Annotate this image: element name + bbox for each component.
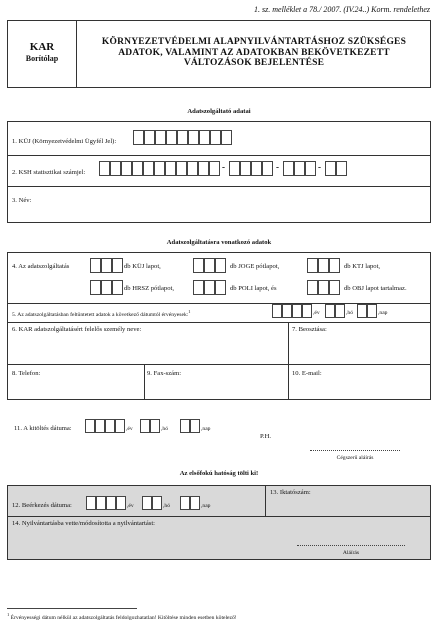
ksh-digit[interactable] xyxy=(240,161,251,176)
ksh-digit[interactable] xyxy=(336,161,347,176)
receipt-month-digit[interactable] xyxy=(142,496,152,510)
count-ktj[interactable] xyxy=(318,258,329,273)
completion-year-digit[interactable] xyxy=(95,419,105,433)
validity-year-digit[interactable] xyxy=(302,304,312,318)
kuj-digit-4[interactable] xyxy=(166,130,177,145)
form-code-box xyxy=(8,21,77,87)
ksh-digit[interactable] xyxy=(99,161,110,176)
email-label: 10. E-mail: xyxy=(292,370,322,377)
completion-month-suffix: ,hó xyxy=(161,426,168,432)
count-poli[interactable] xyxy=(204,280,215,295)
kuj-digit-3[interactable] xyxy=(155,130,166,145)
responsible-person-input[interactable] xyxy=(12,336,282,362)
count-kuj[interactable] xyxy=(90,258,101,273)
responsible-person-label: 6. KAR adatszolgáltatásért felelős személy neve: xyxy=(12,326,142,333)
ksh-digit[interactable] xyxy=(110,161,121,176)
stamp-placeholder: P.H. xyxy=(260,433,271,440)
form-title-line-3: VÁLTOZÁSOK BEJELENTÉSE xyxy=(183,58,325,68)
ksh-digit[interactable] xyxy=(176,161,187,176)
receipt-month-digit[interactable] xyxy=(152,496,162,510)
kuj-label: 1. KÜJ (Környezetvédelmi Ügyfél Jel): xyxy=(12,138,117,145)
completion-day-suffix: ,nap xyxy=(201,426,211,432)
section-heading-provider: Adatszolgáltató adatai xyxy=(187,108,251,115)
section-heading-authority: Az elsőfokú hatóság tölti ki! xyxy=(179,470,259,477)
receipt-month-suffix: ,hó xyxy=(163,503,170,509)
count-joge[interactable] xyxy=(204,258,215,273)
receipt-year-digit[interactable] xyxy=(96,496,106,510)
count-hrsz[interactable] xyxy=(112,280,123,295)
name-input[interactable] xyxy=(100,192,420,216)
authority-signature-label: Aláírás xyxy=(342,550,360,556)
receipt-year-digit[interactable] xyxy=(106,496,116,510)
count-obj[interactable] xyxy=(307,280,318,295)
receipt-date-label: 12. Beérkezés dátuma: xyxy=(12,502,72,509)
kuj-digit-8[interactable] xyxy=(210,130,221,145)
count-kuj[interactable] xyxy=(101,258,112,273)
completion-year-suffix: ,év xyxy=(126,426,133,432)
fax-input[interactable] xyxy=(147,380,283,398)
count-obj[interactable] xyxy=(318,280,329,295)
row4-prefix: 4. Az adatszolgáltatás xyxy=(12,263,70,270)
receipt-year-digit[interactable] xyxy=(116,496,126,510)
completion-year-digit[interactable] xyxy=(105,419,115,433)
receipt-day-digit[interactable] xyxy=(190,496,200,510)
ksh-separator: - xyxy=(222,162,225,172)
count-poli[interactable] xyxy=(193,280,204,295)
footnote-rule xyxy=(7,608,137,609)
name-label: 3. Név: xyxy=(12,197,32,204)
ksh-digit[interactable] xyxy=(251,161,262,176)
kuj-digit-9[interactable] xyxy=(221,130,232,145)
validity-month-digit[interactable] xyxy=(335,304,345,318)
form-code-sub: Borítólap xyxy=(25,54,59,63)
ksh-digit[interactable] xyxy=(143,161,154,176)
registered-by-label: 14. Nyilvántartásba vette/módosította a nyilvántartást: xyxy=(12,520,156,527)
footnote: $^1$ Érvényességi dátum nélkül az adatszolgáltatás feldolgozhatatlan! Kitöltése minden esetben kötelező! xyxy=(7,612,237,621)
form-title-line-1: KÖRNYEZETVÉDELMI ALAPNYILVÁNTARTÁSHOZ SZÜKSÉGES xyxy=(101,37,407,47)
count-hrsz[interactable] xyxy=(90,280,101,295)
receipt-year-digit[interactable] xyxy=(86,496,96,510)
ksh-digit[interactable] xyxy=(187,161,198,176)
ksh-digit[interactable] xyxy=(325,161,336,176)
kuj-digit-2[interactable] xyxy=(144,130,155,145)
label-kuj: db KÜJ lapot, xyxy=(124,263,161,270)
position-label: 7. Beosztása: xyxy=(292,326,327,333)
ksh-digit[interactable] xyxy=(121,161,132,176)
validity-label: 5. Az adatszolgáltatásban feltüntetett adatok a következő dátumtól érvényesek:$^1$ xyxy=(12,309,191,318)
phone-label: 8. Telefon: xyxy=(12,370,41,377)
signature-line[interactable] xyxy=(310,450,400,451)
completion-day-digit[interactable] xyxy=(190,419,200,433)
kuj-digit-7[interactable] xyxy=(199,130,210,145)
ksh-digit[interactable] xyxy=(229,161,240,176)
count-joge[interactable] xyxy=(193,258,204,273)
receipt-day-suffix: ,nap xyxy=(201,503,211,509)
kuj-digit-6[interactable] xyxy=(188,130,199,145)
completion-month-digit[interactable] xyxy=(150,419,160,433)
regulation-reference: 1. sz. melléklet a 78./ 2007. (IV.24..) Korm. rendelethez xyxy=(254,5,430,14)
section-heading-submission: Adatszolgáltatásra vonatkozó adatok xyxy=(166,239,272,246)
label-hrsz: db HRSZ pótlapot, xyxy=(124,285,175,292)
kuj-digit-1[interactable] xyxy=(133,130,144,145)
receipt-year-suffix: ,év xyxy=(127,503,134,509)
count-kuj[interactable] xyxy=(112,258,123,273)
completion-month-digit[interactable] xyxy=(140,419,150,433)
form-title-line-2: ADATOK, VALAMINT AZ ADATOKBAN BEKÖVETKEZETT xyxy=(118,47,390,58)
count-joge[interactable] xyxy=(215,258,226,273)
form-title xyxy=(78,37,430,69)
completion-date-label: 11. A kitöltés dátuma: xyxy=(14,425,72,432)
label-joge: db JOGE pótlapot, xyxy=(230,263,280,270)
phone-input[interactable] xyxy=(12,380,140,398)
validity-day-digit[interactable] xyxy=(367,304,377,318)
ksh-digit[interactable] xyxy=(283,161,294,176)
ksh-digit[interactable] xyxy=(198,161,209,176)
ksh-digit[interactable] xyxy=(132,161,143,176)
validity-day-digit[interactable] xyxy=(357,304,367,318)
ksh-digit[interactable] xyxy=(305,161,316,176)
count-poli[interactable] xyxy=(215,280,226,295)
authority-signature-line[interactable] xyxy=(297,545,405,546)
ksh-separator: - xyxy=(276,162,279,172)
completion-year-digit[interactable] xyxy=(85,419,95,433)
label-ktj: db KTJ lapot, xyxy=(344,263,381,270)
validity-year-digit[interactable] xyxy=(272,304,282,318)
filing-number-input[interactable] xyxy=(270,498,425,512)
email-input[interactable] xyxy=(292,380,426,398)
receipt-day-digit[interactable] xyxy=(180,496,190,510)
title-box xyxy=(7,20,431,88)
validity-month-digit[interactable] xyxy=(325,304,335,318)
form-code: KAR xyxy=(29,41,55,53)
completion-year-digit[interactable] xyxy=(115,419,125,433)
validity-year-digit[interactable] xyxy=(292,304,302,318)
position-input[interactable] xyxy=(292,336,426,362)
validity-month-suffix: ,hó xyxy=(346,310,353,316)
ksh-digit[interactable] xyxy=(262,161,273,176)
ksh-separator: - xyxy=(318,162,321,172)
label-obj: db OBJ lapot tartalmaz. xyxy=(344,285,407,292)
completion-day-digit[interactable] xyxy=(180,419,190,433)
signature-label: Cégszerű aláírás xyxy=(336,455,374,461)
count-ktj[interactable] xyxy=(307,258,318,273)
label-poli: db POLI lapot, és xyxy=(230,285,277,292)
ksh-digit[interactable] xyxy=(165,161,176,176)
ksh-label: 2. KSH statisztikai számjel: xyxy=(12,169,86,176)
ksh-digit[interactable] xyxy=(154,161,165,176)
fax-label: 9. Fax-szám: xyxy=(147,370,182,377)
count-obj[interactable] xyxy=(329,280,340,295)
kuj-digit-5[interactable] xyxy=(177,130,188,145)
ksh-digit[interactable] xyxy=(294,161,305,176)
validity-year-digit[interactable] xyxy=(282,304,292,318)
count-ktj[interactable] xyxy=(329,258,340,273)
validity-day-suffix: ,nap xyxy=(378,310,388,316)
count-hrsz[interactable] xyxy=(101,280,112,295)
validity-year-suffix: ,év xyxy=(313,310,320,316)
filing-number-label: 13. Iktatószám: xyxy=(270,489,311,496)
ksh-digit[interactable] xyxy=(209,161,220,176)
